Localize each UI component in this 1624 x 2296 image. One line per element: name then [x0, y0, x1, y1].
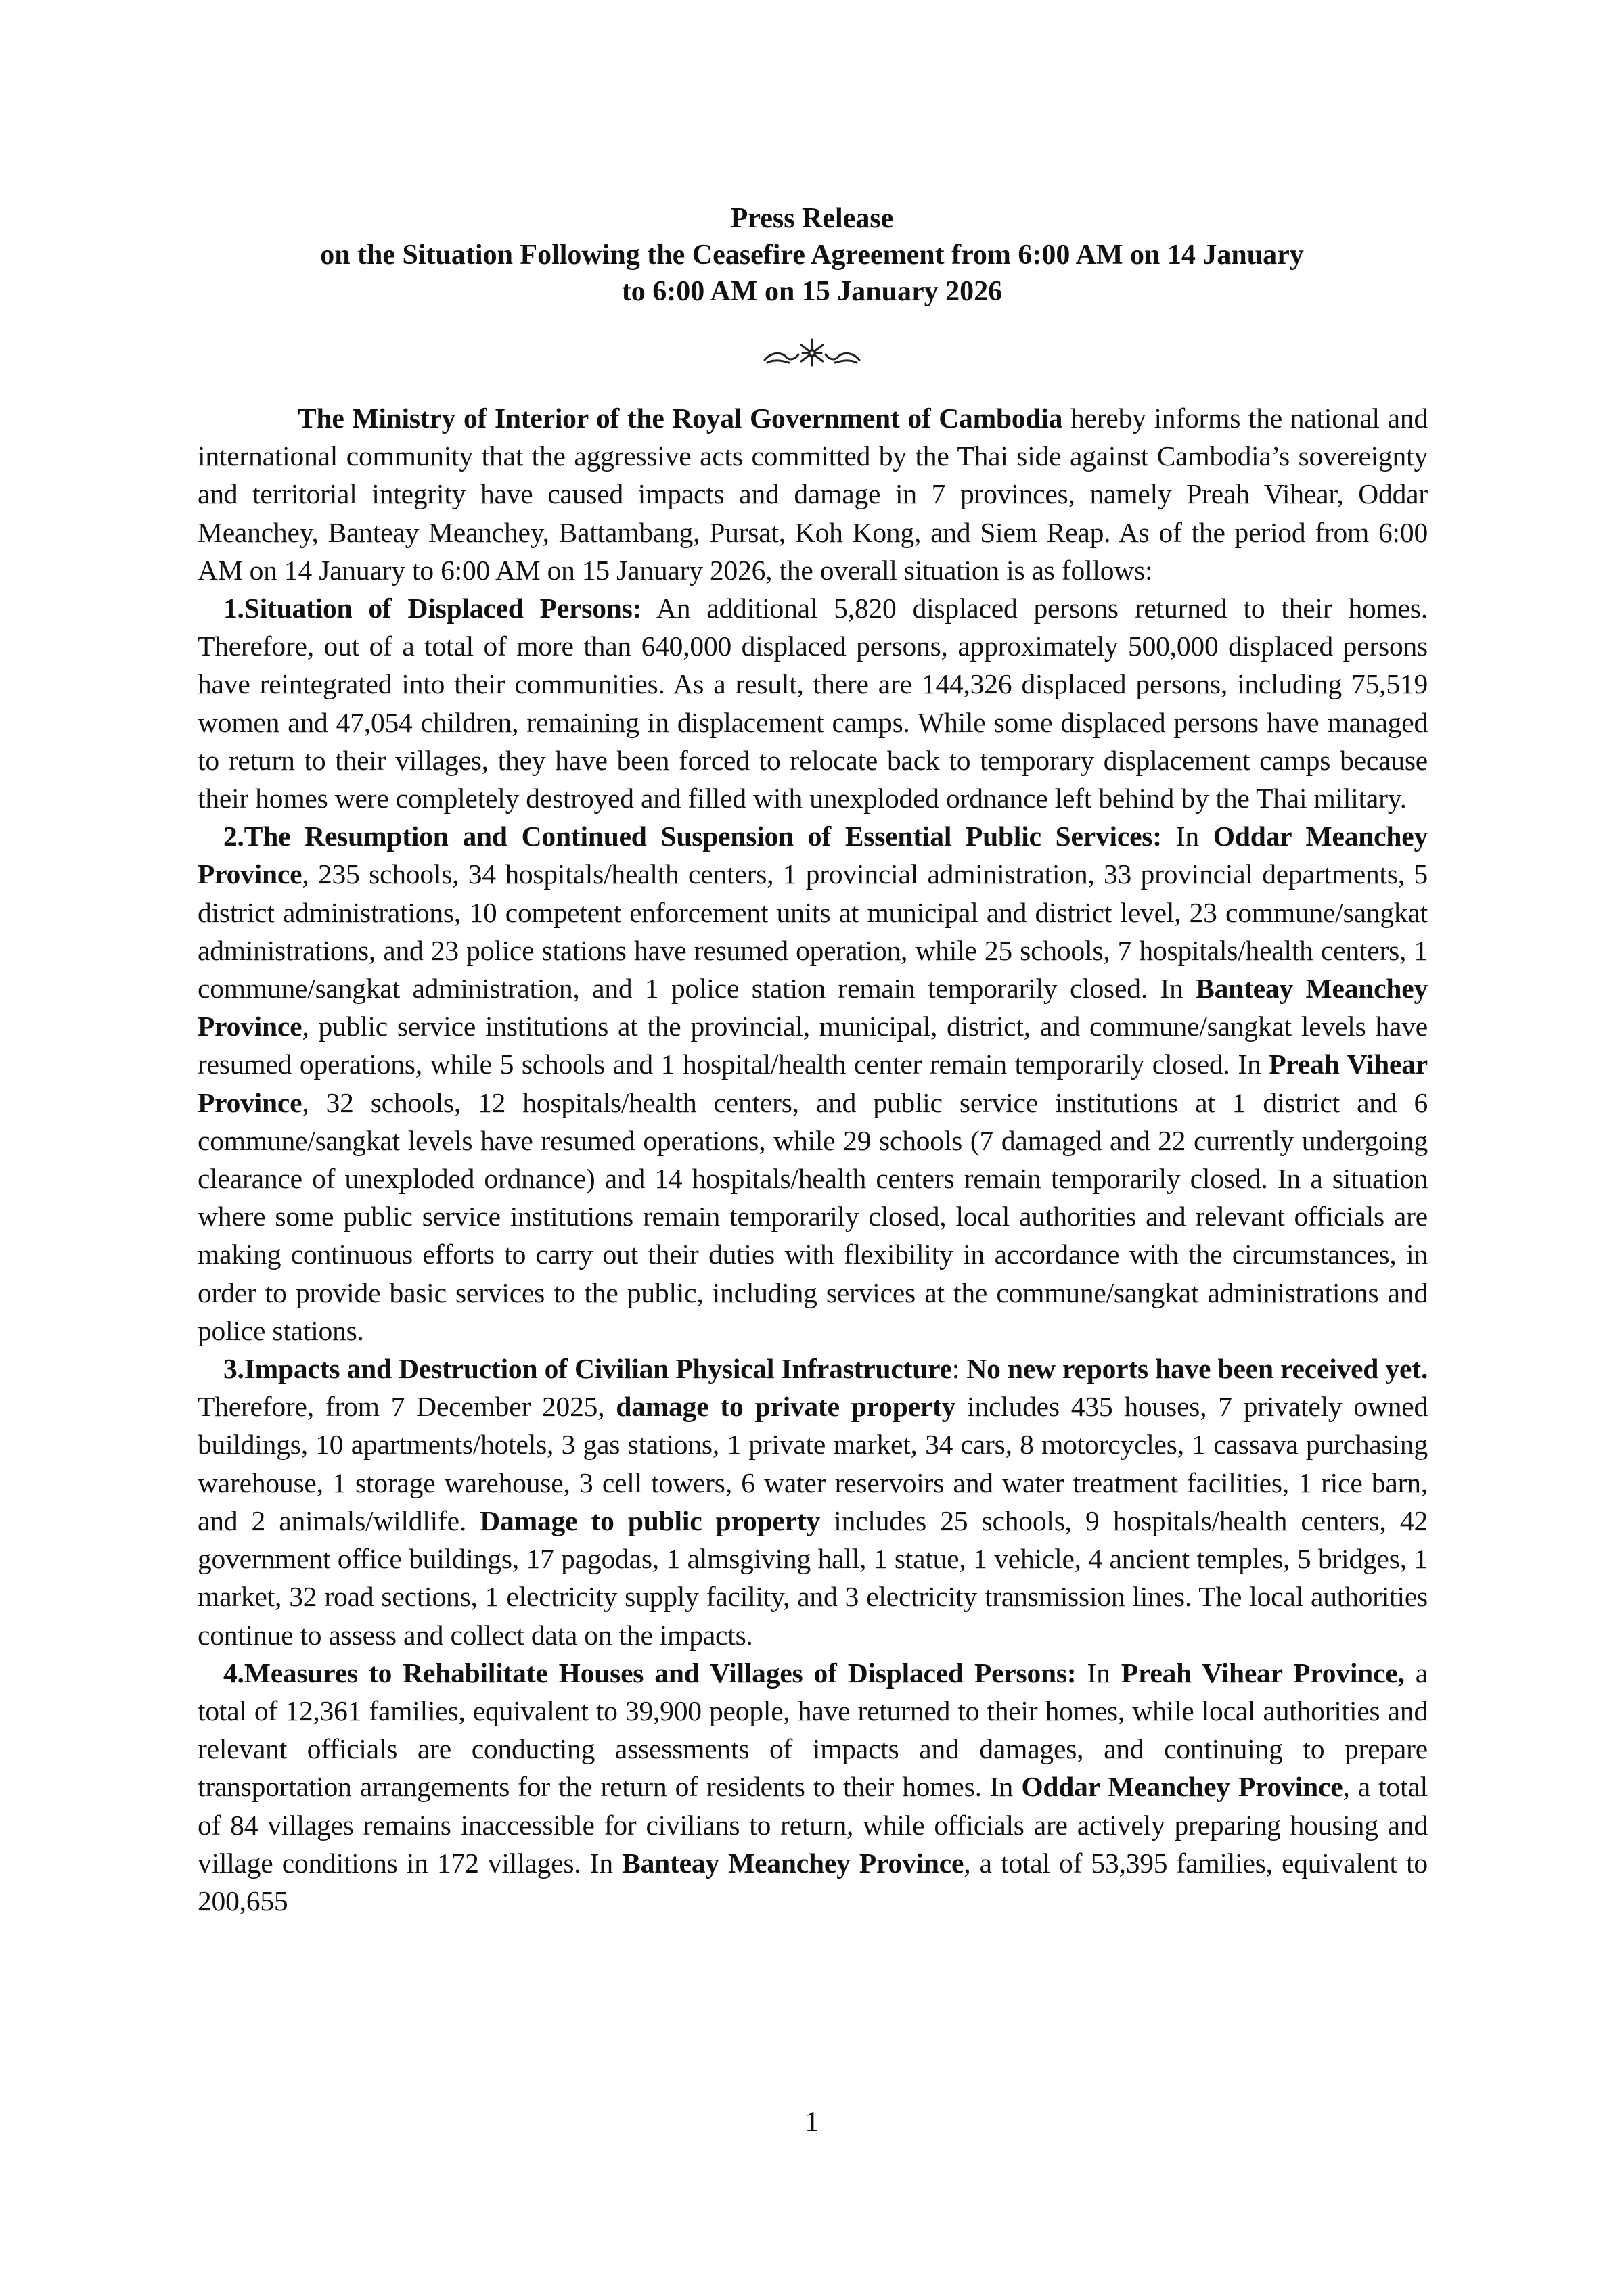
section-text: An additional 5,820 displaced persons returned to their homes. Therefore, out of a total of more than 640,000 displaced persons, approximately 500,000 displaced persons have reintegrated into their communities. As a result, there are 144,326 displaced persons, including 75,519 women and 47,054 children, remaining in displacement camps. While some displaced persons have managed to return to their villages, they have been forced to relocate back to temporary displacement camps because their homes were completely destroyed and filled with unexploded ordnance left behind by the Thai military. [198, 593, 1428, 814]
page-number: 1 [805, 2107, 819, 2138]
title-line-2: on the Situation Following the Ceasefire Agreement from 6:00 AM on 14 January [320, 239, 1304, 271]
section-text [198, 821, 1428, 1346]
text-run: , 235 schools, 34 hospitals/health centers, 1 provincial administration, 33 provincial departments, 5 district administrations, 10 competent enforcement units at municipal and district level, 23 commune/sangkat administrations, and 23 police stations have resumed operation, while 25 schools, 7 hospitals/health centers, 1 commune/sangkat administration, and 1 police station remain temporarily closed. In [198, 858, 1428, 1005]
bold-emphasis: Banteay Meanchey Province [198, 973, 1428, 1042]
decorative-flourish-icon [744, 331, 880, 372]
bold-emphasis: Preah Vihear Province [198, 1049, 1428, 1118]
section-number: 3. [223, 1353, 244, 1385]
bold-emphasis: damage to private property [616, 1391, 956, 1423]
text-run: In [1161, 821, 1213, 852]
text-run: , public service institutions at the provincial, municipal, district, and commune/sangkat levels have resumed operations, while 5 schools and 1 hospital/health center remain temporarily closed. In [198, 1011, 1428, 1080]
press-release-body [198, 399, 1428, 1920]
section-number: 2. [223, 821, 244, 852]
section-4-paragraph [198, 1654, 1428, 1920]
section-number: 1. [223, 593, 244, 624]
text-run: a total of 12,361 families, equivalent to 39,900 people, have returned to their homes, while local authorities and relevant officials are conducting assessments of impacts and damages, and continuing to prepare transportation arrangements for the return of residents to their homes. In [198, 1657, 1428, 1803]
section-3-paragraph [198, 1350, 1428, 1654]
text-run: , a total of 53,395 families, equivalent to 200,655 [198, 1847, 1428, 1916]
section-number: 4. [223, 1657, 244, 1689]
bold-emphasis: Banteay Meanchey Province [622, 1847, 964, 1879]
bold-emphasis: Damage to public property [480, 1505, 821, 1536]
bold-emphasis: Oddar Meanchey Province [1021, 1771, 1343, 1803]
intro-text: hereby informs the national and international community that the aggressive acts committed by the Thai side against Cambodia’s sovereignty and territorial integrity have caused impacts and damage in 7 provinces, namely Preah Vihear, Oddar Meanchey, Banteay Meanchey, Battambang, Pursat, Koh Kong, and Siem Reap. As of the period from 6:00 AM on 14 January to 6:00 AM on 15 January 2026, the overall situation is as follows: [198, 403, 1428, 586]
ministry-name: The Ministry of Interior of the Royal Government of Cambodia [298, 403, 1063, 434]
section-2-paragraph [198, 817, 1428, 1350]
section-text [198, 1353, 1428, 1650]
text-run: : [951, 1353, 967, 1385]
text-run: includes 25 schools, 9 hospitals/health centers, 42 government office buildings, 17 pagodas, 1 almsgiving hall, 1 statue, 1 vehicle, 4 ancient temples, 5 bridges, 1 market, 32 road sections, 1 electricity supply facility, and 3 electricity transmission lines. The local authorities continue to assess and collect data on the impacts. [198, 1505, 1428, 1651]
text-run: , a total of 84 villages remains inaccessible for civilians to return, while officials are actively preparing housing and village conditions in 172 villages. In [198, 1771, 1428, 1879]
intro-paragraph [198, 399, 1428, 589]
title-line-3: to 6:00 AM on 15 January 2026 [621, 276, 1003, 307]
title-line-1: Press Release [730, 203, 894, 234]
bold-emphasis: No new reports have been received yet. [966, 1353, 1428, 1385]
text-run: , 32 schools, 12 hospitals/health centers, and public service institutions at 1 district and 6 commune/sangkat levels have resumed operations, while 29 schools (7 damaged and 22 currently undergoing clearance of unexploded ordnance) and 14 hospitals/health centers remain temporarily closed. In a situation where some public service institutions remain temporarily closed, local authorities and relevant officials are making continuous efforts to carry out their duties with flexibility in accordance with the circumstances, in order to provide basic services to the public, including services at the commune/sangkat administrations and police stations. [198, 1086, 1428, 1346]
section-heading: Impacts and Destruction of Civilian Physical Infrastructure [244, 1353, 952, 1385]
press-release-title [196, 200, 1428, 310]
bold-emphasis: Preah Vihear Province, [1121, 1657, 1405, 1689]
section-1-paragraph [198, 589, 1428, 817]
section-text [198, 1657, 1428, 1916]
section-heading: Situation of Displaced Persons: [244, 593, 642, 624]
text-run: Therefore, from 7 December 2025, [198, 1391, 616, 1423]
text-run: In [1076, 1657, 1121, 1689]
text-run: includes 435 houses, 7 privately owned buildings, 10 apartments/hotels, 3 gas stations, 1 private market, 34 cars, 8 motorcycles, 1 cassava purchasing warehouse, 1 storage warehouse, 3 cell towers, 6 water reservoirs and water treatment facilities, 1 rice barn, and 2 animals/wildlife. [198, 1391, 1428, 1536]
section-heading: The Resumption and Continued Suspension of Essential Public Services: [244, 821, 1162, 852]
bold-emphasis: Oddar Meanchey Province [198, 821, 1428, 890]
section-heading: Measures to Rehabilitate Houses and Villages of Displaced Persons: [244, 1657, 1077, 1689]
